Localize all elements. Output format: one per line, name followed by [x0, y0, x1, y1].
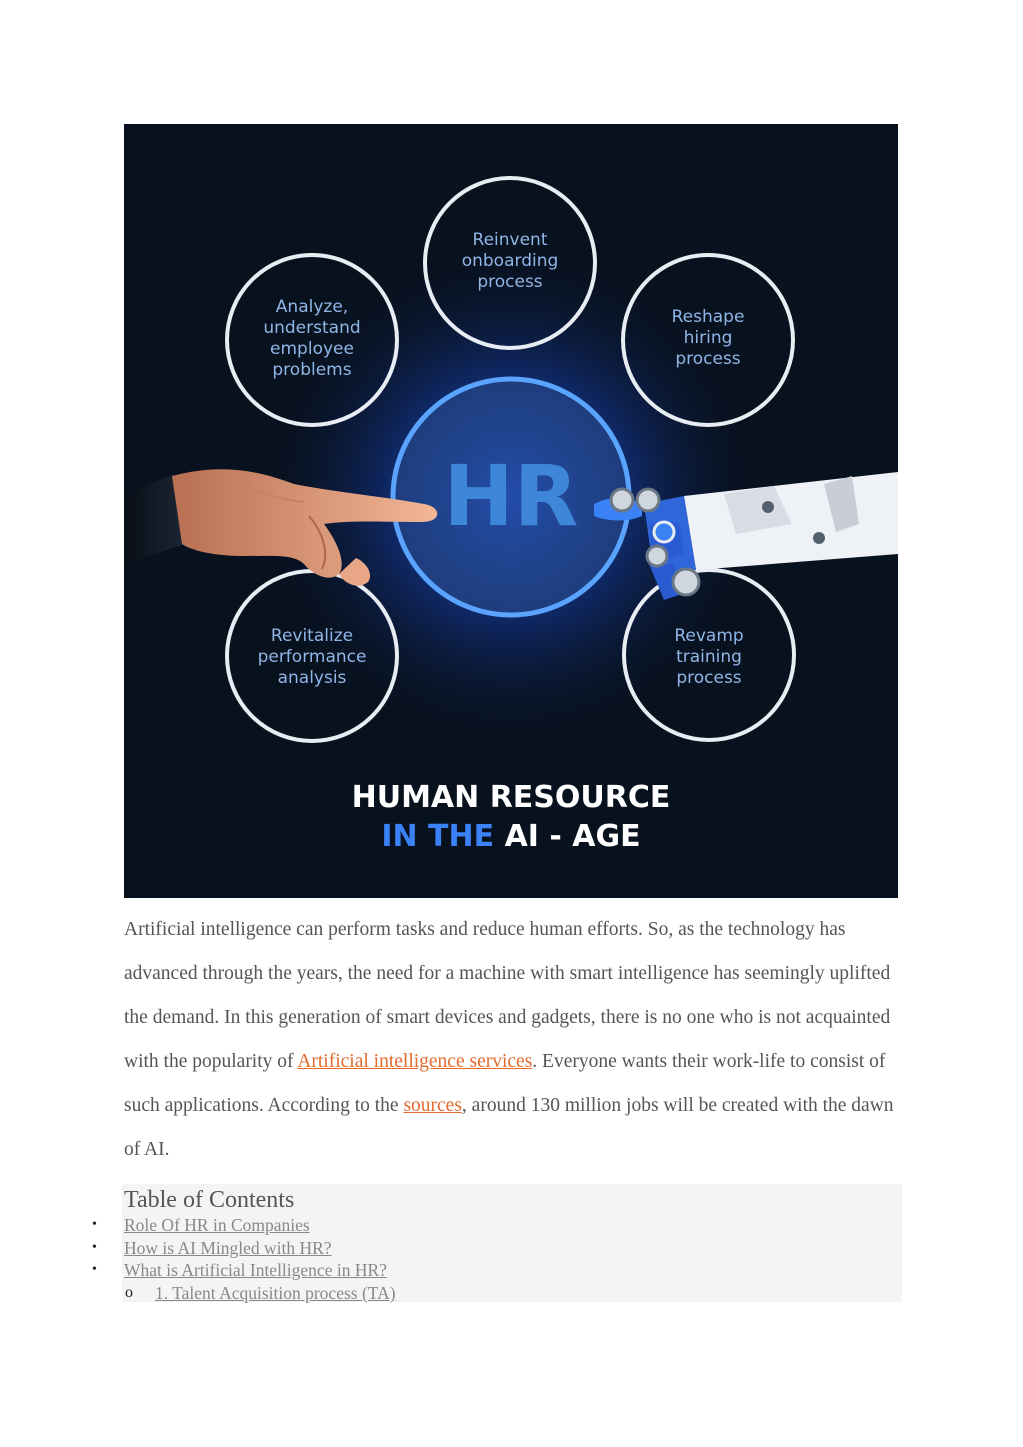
link-artificial-intelligence-services[interactable]: Artificial intelligence services — [297, 1051, 533, 1072]
toc-title: Table of Contents — [124, 1187, 295, 1213]
circle-label-line: Revitalize — [270, 626, 354, 646]
hero-image — [124, 124, 898, 898]
toc-link-ai-mingled-hr[interactable]: How is AI Mingled with HR? — [124, 1238, 332, 1258]
hero-subheadline — [381, 819, 640, 854]
center-label: HR — [443, 447, 579, 545]
circle-label-line: hiring — [683, 328, 733, 348]
hero-subheadline-suffix: AI - AGE — [504, 819, 641, 854]
circle-label-line: process — [477, 272, 543, 292]
hr-ai-illustration — [124, 124, 898, 898]
hero-headline: HUMAN RESOURCE — [351, 780, 671, 815]
paragraph-text: Artificial intelligence can perform tasks and reduce human efforts. So, as the technology has advanced through the years, the need for a machine with smart intelligence has seemingly uplifted the demand. In this generation of smart devices and gadgets, there is no one who is not acquainted with the popularity of — [124, 919, 891, 1072]
circle-label-line: training — [676, 647, 742, 667]
circle-label-line: Revamp — [674, 626, 744, 646]
paragraph-text: , around 130 million jobs will be created with the dawn of AI. — [124, 1095, 894, 1160]
toc-item — [92, 1237, 332, 1259]
toc-subitem — [125, 1282, 396, 1304]
circle-label-line: understand — [263, 318, 361, 338]
bullet-icon: • — [92, 1217, 97, 1232]
circle-label-line: Reshape — [671, 307, 745, 327]
toc-link-what-is-ai-in-hr[interactable]: What is Artificial Intelligence in HR? — [124, 1260, 387, 1280]
paragraph-text: . Everyone wants their work-life to consist of such applications. According to the — [124, 1051, 886, 1116]
bullet-icon: • — [92, 1240, 97, 1255]
link-sources[interactable]: sources — [403, 1095, 462, 1116]
circle-label-line: performance — [257, 647, 367, 667]
circle-label-line: Reinvent — [472, 230, 548, 250]
circle-label-line: Analyze, — [275, 297, 349, 317]
bullet-icon: o — [125, 1284, 133, 1301]
toc-item — [92, 1214, 310, 1236]
hero-subheadline-prefix: IN THE — [381, 819, 505, 854]
toc-link-talent-acquisition[interactable]: 1. Talent Acquisition process (TA) — [155, 1283, 396, 1303]
circle-label-line: employee — [270, 339, 354, 359]
circle-label-line: process — [676, 668, 742, 688]
toc-item — [92, 1259, 387, 1281]
center-circle — [393, 379, 629, 615]
article-body — [124, 908, 904, 1172]
circle-label-line: onboarding — [461, 251, 559, 271]
circle-label-line: analysis — [277, 668, 347, 688]
bullet-icon: • — [92, 1262, 97, 1277]
table-of-contents — [92, 1184, 902, 1303]
circle-label-line: process — [675, 349, 741, 369]
circle-label-line: problems — [272, 360, 352, 380]
toc-link-role-of-hr[interactable]: Role Of HR in Companies — [124, 1215, 310, 1235]
article-paragraph — [124, 908, 904, 1172]
